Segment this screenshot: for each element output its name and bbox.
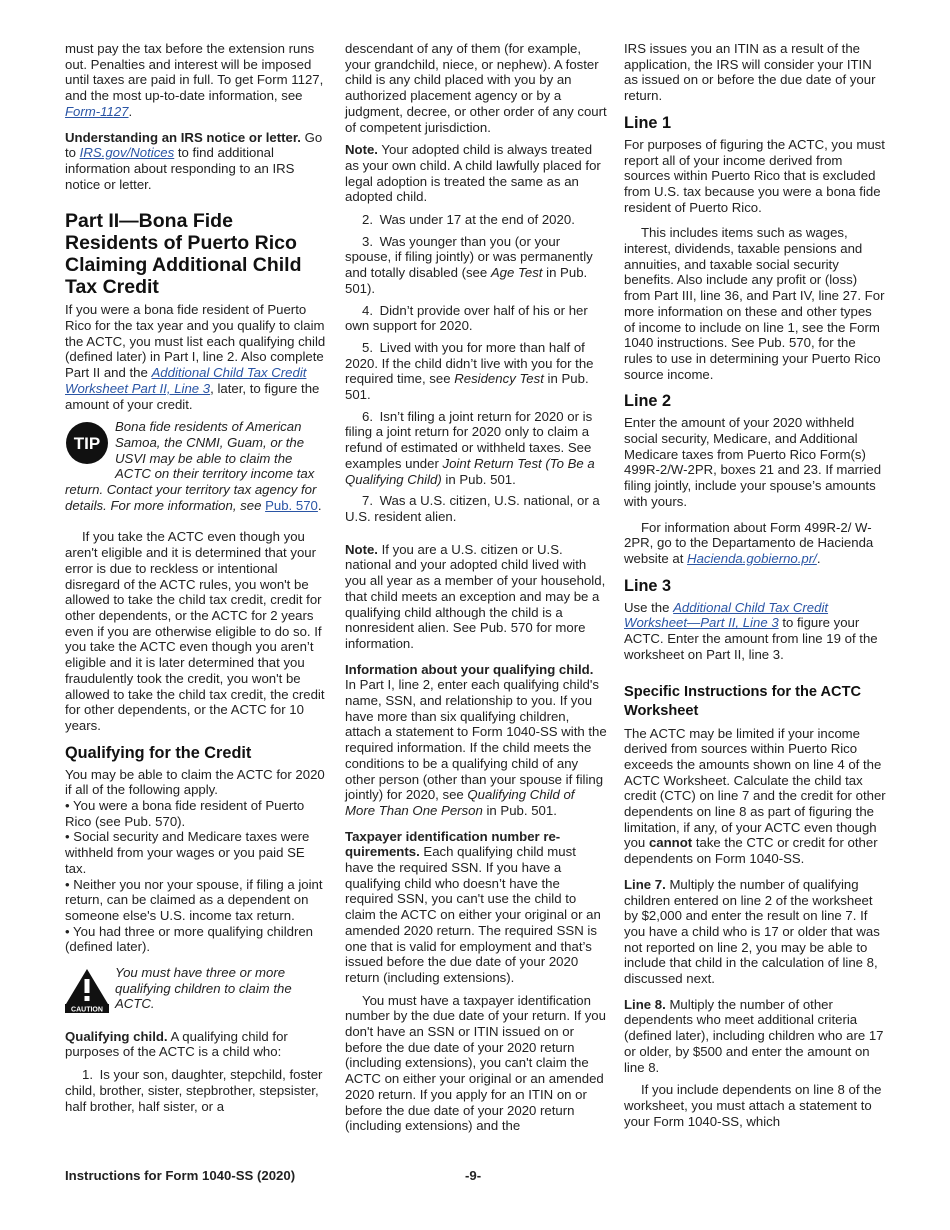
paragraph: If you were a bona fide resident of Puerto Rico for the tax year and you qualify to claim the ACTC, you must list each qualifying child (defined later) in Part I, line 2. Also complete Part II and the Additional Child Tax Credit Worksheet Part II, Line 3, later, to figure the amount of your credit. bbox=[65, 302, 326, 412]
list-item: 5. Lived with you for more than half of 2020. If the child didn’t live with you for the required time, see Residency Test in Pub. 501. bbox=[345, 339, 594, 403]
list-item: • Neither you nor your spouse, if filing a joint return, can be claimed as a dependent on someone else's U.S. income tax return. bbox=[65, 876, 323, 923]
tip-label: TIP bbox=[73, 434, 101, 454]
list-item: 1. Is your son, daughter, stepchild, foster child, brother, sister, stepbrother, stepsister, half brother, half sister, or a bbox=[65, 1067, 323, 1114]
footer-title: Instructions for Form 1040-SS (2020) bbox=[65, 1168, 296, 1183]
paragraph: Taxpayer identification number re-quirements. Each qualifying child must have the required SSN. If you have a qualifying child who doesn’t have the required SSN, you can't use the child to claim the ACTC on either your original or an amended 2020 return. The required SSN is one that is valid for employment and that’s issued before the due date of your 2020 return (including extensions). bbox=[345, 828, 601, 985]
list-item: 6. Isn’t filing a joint return for 2020 or is filing a joint return for 2020 only to claim a refund of estimated or withheld taxes. See examples under Joint Return Test (To Be a Qualifying Child) in Pub. 501. bbox=[345, 408, 595, 487]
caution-icon bbox=[65, 967, 109, 1017]
info-heading: Information about your qualifying child. bbox=[345, 661, 594, 677]
paragraph: If you take the ACTC even though you aren't eligible and it is determined that your error is due to reckless or intentional disregard of the ACTC rules, you won't be allowed to take the child tax credit, credit for other dependents, or the ACTC for 2 years even if you are otherwise eligible to do so. If you take the ACTC even though you aren’t eligible and it is later determined that you fraudulently took the credit, you won't be allowed to take the child tax credit, the credit for other dependents, or the ACTC for 10 years. bbox=[65, 529, 325, 733]
paragraph: Line 7. Multiply the number of qualifying children entered on line 2 of the worksheet by $2,000 and enter the result on line 7. If you have a child who is 17 or older that was not reported on line 2, you may be able to include that child in the calculation of line 8, discussed next. bbox=[624, 876, 880, 987]
line1-heading: Line 1 bbox=[624, 113, 672, 132]
paragraph: Understanding an IRS notice or letter. Go to IRS.gov/Notices to find additional information about responding to an IRS notice or letter. bbox=[65, 129, 323, 192]
hacienda-link[interactable]: Hacienda.gobierno.pr/ bbox=[687, 550, 817, 566]
list-item: • Social security and Medicare taxes were withheld from your wages or you paid SE tax. bbox=[65, 829, 310, 876]
notice-heading: Understanding an IRS notice or letter. bbox=[65, 129, 301, 145]
list-item: • You were a bona fide resident of Puerto Rico (see Pub. 570). bbox=[65, 798, 305, 829]
line3-heading: Line 3 bbox=[624, 576, 672, 595]
actc-worksheet-line3-link[interactable]: Additional Child Tax Credit Worksheet—Part II, Line 3 bbox=[624, 599, 829, 631]
paragraph: must pay the tax before the extension runs out. Penalties and interest will be imposed until taxes are paid in full. To get Form 1127, and the most up-to-date information, see Form-1127. bbox=[65, 41, 324, 119]
list-item: 4. Didn’t provide over half of his or her own support for 2020. bbox=[345, 302, 588, 334]
paragraph: IRS issues you an ITIN as a result of the application, the IRS will consider your ITIN as issued on or before the due date of your return. bbox=[624, 41, 876, 104]
form-1127-link[interactable]: Form-1127 bbox=[65, 103, 129, 119]
line8-label: Line 8. bbox=[624, 996, 666, 1012]
column-3 bbox=[624, 41, 886, 1136]
paragraph: Note. Your adopted child is always treated as your own child. A child lawfully placed for legal adoption is treated the same as an adopted child. bbox=[345, 142, 601, 205]
tin-heading: Taxpayer identification number re-quirements. bbox=[345, 828, 561, 860]
paragraph: Information about your qualifying child. In Part I, line 2, enter each qualifying child's name, SSN, and relationship to you. If you have more than six qualifying children, attach a statement to Form 1040-SS with the required information. If the child meets the conditions to be a qualifying child of any other person (other than your spouse if filing jointly) for 2020, see Qualifying Child of More Than One Person in Pub. 501. bbox=[345, 661, 607, 818]
line7-label: Line 7. bbox=[624, 876, 666, 892]
part2-heading: Part II—Bona Fide Residents of Puerto Rico Claiming Additional Child Tax Credit bbox=[65, 210, 302, 299]
paragraph: The ACTC may be limited if your income derived from sources within Puerto Rico exceeds the amounts shown on line 4 of the ACTC Worksheet. Calculate the child tax credit (CTC) on line 7 and the credit for other dependents on line 8 as part of figuring the limitation, if any, of your ACTC even though you cannot take the CTC or credit for other dependents on Form 1040-SS. bbox=[624, 725, 886, 867]
list-item: • You had three or more qualifying children (defined later). bbox=[65, 923, 314, 955]
caution-box: CAUTION You must have three or more qualifying children to claim the ACTC. bbox=[65, 965, 327, 1017]
paragraph: For information about Form 499R-2/ W-2PR, go to the Departamento de Hacienda website at Hacienda.gobierno.pr/. bbox=[624, 519, 874, 566]
paragraph: You may be able to claim the ACTC for 2020 if all of the following apply. bbox=[65, 766, 325, 798]
qualifying-child-heading: Qualifying child. bbox=[65, 1028, 168, 1044]
list-item: 2. Was under 17 at the end of 2020. bbox=[362, 212, 575, 228]
paragraph: Enter the amount of your 2020 withheld social security, Medicare, and Additional Medicare taxes from Puerto Rico Form(s) 499R-2/W-2PR, boxes 21 and 23. If married filing jointly, include your spouse’s amounts with yours. bbox=[624, 415, 882, 509]
page-number: -9- bbox=[465, 1168, 482, 1183]
column-1 bbox=[65, 41, 327, 1120]
paragraph: descendant of any of them (for example, your grandchild, niece, or nephew). A foster child is any child placed with you by an authorized placement agency or by a judgment, decree, or other order of any court of competent jurisdiction. bbox=[345, 41, 607, 135]
paragraph: For purposes of figuring the ACTC, you must report all of your income derived from sources within Puerto Rico that is excluded from U.S. tax because you were a bona fide resident of Puerto Rico. bbox=[624, 136, 885, 215]
bullet-list bbox=[65, 798, 327, 955]
paragraph: Use the Additional Child Tax Credit Worksheet—Part II, Line 3 to figure your ACTC. Enter the amount from line 19 of the worksheet on Part II, line 3. bbox=[624, 599, 878, 662]
specific-instructions-heading: Specific Instructions for the ACTC Worksheet bbox=[624, 683, 862, 719]
pub-570-link[interactable]: Pub. 570 bbox=[265, 497, 318, 513]
paragraph: Note. If you are a U.S. citizen or U.S. national and your adopted child lived with you all year as a member of your household, that child meets an exception and may be a qualifying child although the child is a nonresident alien. See Pub. 570 for more information. bbox=[345, 541, 606, 651]
list-item: 3. Was younger than you (or your spouse, if filing jointly) or was permanently and totally disabled (see Age Test in Pub. 501). bbox=[345, 233, 593, 296]
paragraph: Line 8. Multiply the number of other dependents who meet additional criteria (defined later), including children who are 17 or older, by $500 and enter the amount on line 8. bbox=[624, 996, 884, 1075]
qualifying-heading: Qualifying for the Credit bbox=[65, 743, 252, 762]
paragraph: You must have a taxpayer identification number by the due date of your return. If you don't have an SSN or ITIN issued on or before the due date of your 2020 return (including extensions), you can't claim the ACTC on either your original or an amended 2020 return. If you apply for an ITIN on or before the due date of your 2020 return (including extensions) and the bbox=[345, 992, 606, 1134]
tip-box: TIP Bona fide residents of American Samoa, the CNMI, Guam, or the USVI may be able to claim the ACTC on their territory income tax return. Contact your territory tax agency for details. For more information, see Pub. 570. bbox=[65, 419, 322, 513]
paragraph: Qualifying child. A qualifying child for purposes of the ACTC is a child who: bbox=[65, 1028, 288, 1060]
tip-icon bbox=[65, 421, 109, 469]
paragraph: If you include dependents on line 8 of the worksheet, you must attach a statement to your Form 1040-SS, which bbox=[624, 1082, 882, 1129]
irs-notices-link[interactable]: IRS.gov/Notices bbox=[79, 145, 175, 161]
actc-worksheet-link[interactable]: Additional Child Tax Credit Worksheet Part II, Line 3 bbox=[65, 365, 307, 396]
line2-heading: Line 2 bbox=[624, 392, 672, 411]
list-item: 7. Was a U.S. citizen, U.S. national, or a U.S. resident alien. bbox=[345, 493, 600, 524]
column-2 bbox=[345, 41, 607, 1141]
paragraph: This includes items such as wages, interest, dividends, taxable pensions and annuities, and taxable social security benefits. Also include any profit or (loss) from Part III, line 36, and Part IV, line 27. For more information on these and other types of income to include on line 1, see the Form 1040 instructions. See Pub. 570, for the rules to use in determining your Puerto Rico source income. bbox=[624, 225, 885, 382]
caution-label: CAUTION bbox=[71, 1006, 103, 1014]
